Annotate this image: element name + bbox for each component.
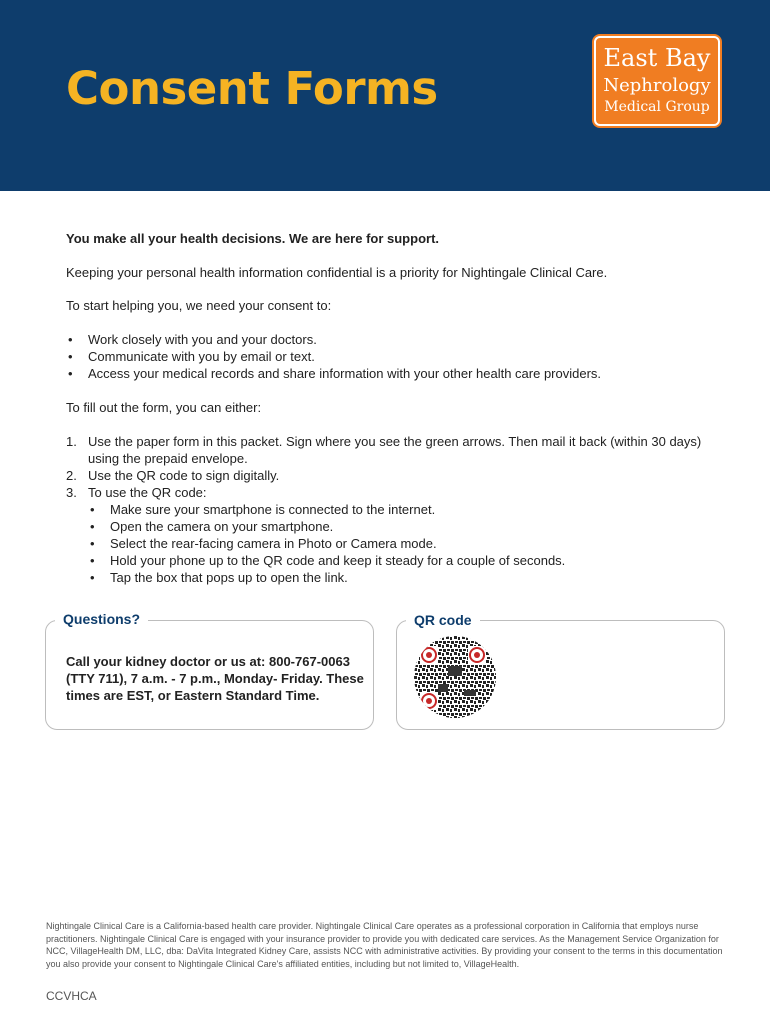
list-item <box>66 484 716 586</box>
logo-line-3: Medical Group <box>604 99 710 115</box>
step-number: 1. <box>66 434 77 449</box>
logo-line-1: East Bay <box>603 44 711 72</box>
list-item: • Work closely with you and your doctors. <box>66 331 716 348</box>
step-text: To use the QR code: <box>88 485 207 500</box>
lead-text: You make all your health decisions. We are here for support. <box>66 231 440 246</box>
step-text: Use the QR code to sign digitally. <box>88 468 280 483</box>
list-item: • Hold your phone up to the QR code and keep it steady for a couple of seconds. <box>88 552 716 569</box>
qr-steps-list <box>88 501 716 586</box>
steps-list <box>66 433 716 586</box>
list-item: • Tap the box that pops up to open the link. <box>88 569 716 586</box>
consent-intro: To start helping you, we need your consent to: <box>66 298 332 313</box>
east-bay-nephrology-logo <box>594 36 720 126</box>
list-item <box>66 433 716 467</box>
main-content <box>66 230 716 586</box>
qr-code-label: QR code <box>406 611 480 629</box>
qr-finder <box>468 646 486 664</box>
page-title: Consent Forms <box>66 62 438 115</box>
qr-code-icon[interactable] <box>414 636 496 718</box>
logo-line-2: Nephrology <box>603 75 711 96</box>
form-code: CCVHCA <box>46 989 97 1003</box>
list-item: • Access your medical records and share information with your other health care providers. <box>66 365 716 382</box>
step-number: 3. <box>66 485 77 500</box>
list-item: • Make sure your smartphone is connected to the internet. <box>88 501 716 518</box>
qr-finder <box>420 646 438 664</box>
list-item: • Open the camera on your smartphone. <box>88 518 716 535</box>
step-text: Use the paper form in this packet. Sign where you see the green arrows. Then mail it back (within 30 days) using the prepaid envelope. <box>88 434 702 466</box>
list-item: • Select the rear-facing camera in Photo or Camera mode. <box>88 535 716 552</box>
form-intro: To fill out the form, you can either: <box>66 400 262 415</box>
list-item <box>66 467 716 484</box>
privacy-text: Keeping your personal health information confidential is a priority for Nightingale Clinical Care. <box>66 265 608 280</box>
questions-label: Questions? <box>55 610 148 628</box>
list-item: • Communicate with you by email or text. <box>66 348 716 365</box>
header-band <box>0 0 770 191</box>
consent-list <box>66 331 716 382</box>
questions-text: Call your kidney doctor or us at: 800-767-0063 (TTY 711), 7 a.m. - 7 p.m., Monday- Friday. These times are EST, or Eastern Standard Time. <box>66 654 364 703</box>
footer-disclaimer: Nightingale Clinical Care is a California-based health care provider. Nightingale Clinical Care operates as a professional corporation in California that employs nurse practitioners. Nightingale Clinical Care is engaged with your insurance provider to provide you with dedicated care services. As the Management Service Organization for NCC, VillageHealth DM, LLC, dba: DaVita Integrated Kidney Care, assists NCC with administrative activities. By providing your consent to the terms in this documentation you also provide your consent to Nightingale Clinical Care's affiliated entities, including but not limited to, VillageHealth. <box>46 921 723 969</box>
step-number: 2. <box>66 468 77 483</box>
qr-finder <box>420 692 438 710</box>
